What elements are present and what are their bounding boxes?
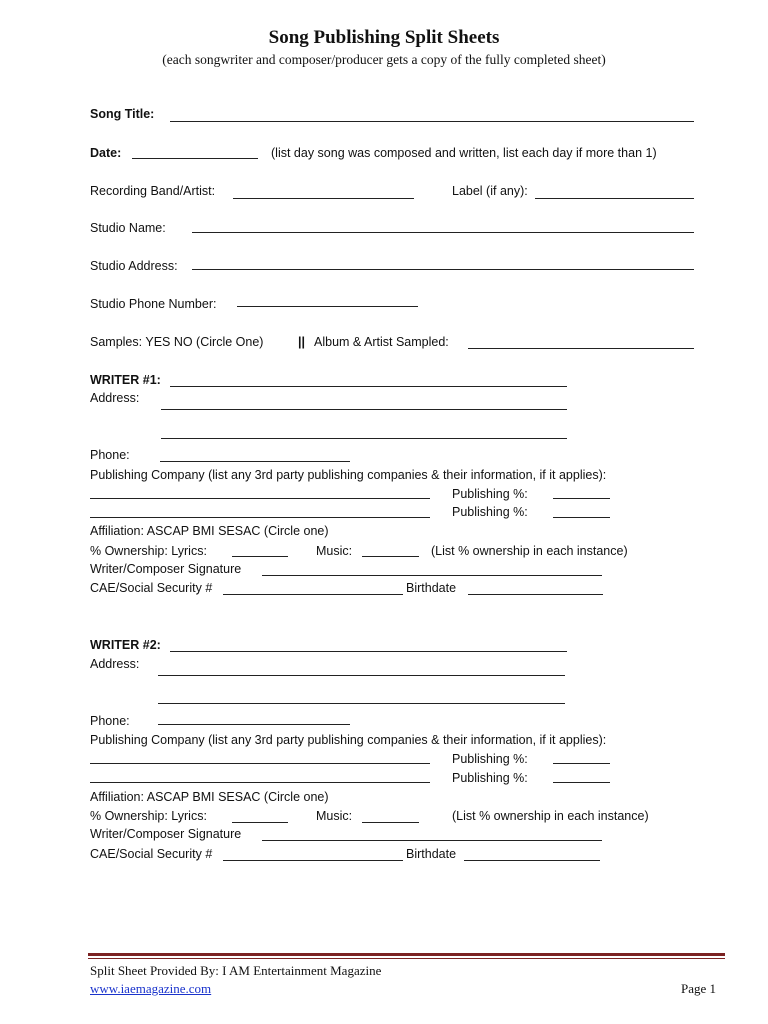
writer-1-name-field[interactable]	[170, 386, 567, 387]
writer-2-address-label: Address:	[90, 657, 140, 671]
writer-1-birthdate-label: Birthdate	[406, 581, 457, 595]
label-field[interactable]	[535, 198, 694, 199]
writer-1-signature-field[interactable]	[262, 575, 602, 576]
writer-2-lyrics-field[interactable]	[232, 822, 288, 823]
footer-website-link[interactable]: www.iaemagazine.com	[90, 981, 212, 996]
writer-1-cae-field[interactable]	[223, 594, 403, 595]
footer-provided-by: Split Sheet Provided By: I AM Entertainment Magazine	[90, 963, 382, 978]
writer-2-signature-field[interactable]	[262, 840, 602, 841]
writer-2-music-field[interactable]	[362, 822, 419, 823]
writer-1-music-label: Music:	[316, 544, 353, 558]
writer-1-publisher-field-2[interactable]	[90, 517, 430, 518]
song-title-label: Song Title:	[90, 107, 155, 121]
studio-phone-field[interactable]	[237, 306, 418, 307]
page-subtitle: (each songwriter and composer/producer gets a copy of the fully completed sheet)	[162, 52, 606, 67]
date-note: (list day song was composed and written, list each day if more than 1)	[271, 146, 657, 160]
samples-divider: ||	[298, 335, 305, 349]
date-field[interactable]	[132, 158, 258, 159]
writer-1-publishing-company-label: Publishing Company (list any 3rd party publishing companies & their information, if it applies):	[90, 468, 607, 482]
writer-2-publishing-pct-label-1: Publishing %:	[452, 752, 528, 766]
writer-2-heading: WRITER #2:	[90, 638, 161, 652]
writer-2-publishing-pct-field-2[interactable]	[553, 782, 610, 783]
writer-2-publishing-company-label: Publishing Company (list any 3rd party publishing companies & their information, if it applies):	[90, 733, 607, 747]
writer-1-music-field[interactable]	[362, 556, 419, 557]
song-title-field[interactable]	[170, 121, 694, 122]
recording-artist-field[interactable]	[233, 198, 414, 199]
writer-2-name-field[interactable]	[170, 651, 567, 652]
album-sampled-field[interactable]	[468, 348, 694, 349]
writer-1-heading: WRITER #1:	[90, 373, 161, 387]
studio-phone-label: Studio Phone Number:	[90, 297, 217, 311]
writer-2-signature-label: Writer/Composer Signature	[90, 827, 242, 841]
writer-2-ownership-note: (List % ownership in each instance)	[452, 809, 649, 823]
label-label: Label (if any):	[452, 184, 528, 198]
footer-page-number: Page 1	[681, 981, 717, 996]
writer-1-affiliation-label: Affiliation: ASCAP BMI SESAC (Circle one)	[90, 524, 329, 538]
samples-label: Samples: YES NO (Circle One)	[90, 335, 264, 349]
studio-address-label: Studio Address:	[90, 259, 178, 273]
writer-2-cae-label: CAE/Social Security #	[90, 847, 213, 861]
writer-1-publishing-pct-label-1: Publishing %:	[452, 487, 528, 501]
writer-1-ownership-note: (List % ownership in each instance)	[431, 544, 628, 558]
writer-2-publishing-pct-field-1[interactable]	[553, 763, 610, 764]
writer-2-address-field-2[interactable]	[158, 703, 565, 704]
writer-2-phone-field[interactable]	[158, 724, 350, 725]
date-label: Date:	[90, 146, 122, 160]
writer-2-cae-field[interactable]	[223, 860, 403, 861]
writer-1-address-field-2[interactable]	[161, 438, 567, 439]
page-title: Song Publishing Split Sheets	[268, 27, 500, 48]
writer-1-birthdate-field[interactable]	[468, 594, 603, 595]
writer-1-phone-label: Phone:	[90, 448, 130, 462]
writer-2-publisher-field-2[interactable]	[90, 782, 430, 783]
studio-address-field[interactable]	[192, 269, 694, 270]
writer-1-lyrics-field[interactable]	[232, 556, 288, 557]
footer-rule-thick	[88, 953, 725, 956]
writer-2-publisher-field-1[interactable]	[90, 763, 430, 764]
footer-rule-thin	[88, 958, 725, 959]
writer-2-address-field-1[interactable]	[158, 675, 565, 676]
writer-1-signature-label: Writer/Composer Signature	[90, 562, 242, 576]
recording-artist-label: Recording Band/Artist:	[90, 184, 216, 198]
studio-name-label: Studio Name:	[90, 221, 166, 235]
writer-1-publisher-field-1[interactable]	[90, 498, 430, 499]
writer-2-ownership-label: % Ownership: Lyrics:	[90, 809, 207, 823]
writer-1-publishing-pct-label-2: Publishing %:	[452, 505, 528, 519]
album-sampled-label: Album & Artist Sampled:	[314, 335, 449, 349]
writer-2-music-label: Music:	[316, 809, 353, 823]
writer-2-birthdate-label: Birthdate	[406, 847, 457, 861]
studio-name-field[interactable]	[192, 232, 694, 233]
writer-1-address-label: Address:	[90, 391, 140, 405]
writer-1-address-field-1[interactable]	[161, 409, 567, 410]
writer-2-phone-label: Phone:	[90, 714, 130, 728]
writer-1-ownership-label: % Ownership: Lyrics:	[90, 544, 207, 558]
writer-1-phone-field[interactable]	[160, 461, 350, 462]
writer-1-publishing-pct-field-2[interactable]	[553, 517, 610, 518]
writer-2-birthdate-field[interactable]	[464, 860, 600, 861]
writer-2-affiliation-label: Affiliation: ASCAP BMI SESAC (Circle one)	[90, 790, 329, 804]
writer-1-cae-label: CAE/Social Security #	[90, 581, 213, 595]
writer-2-publishing-pct-label-2: Publishing %:	[452, 771, 528, 785]
writer-1-publishing-pct-field-1[interactable]	[553, 498, 610, 499]
